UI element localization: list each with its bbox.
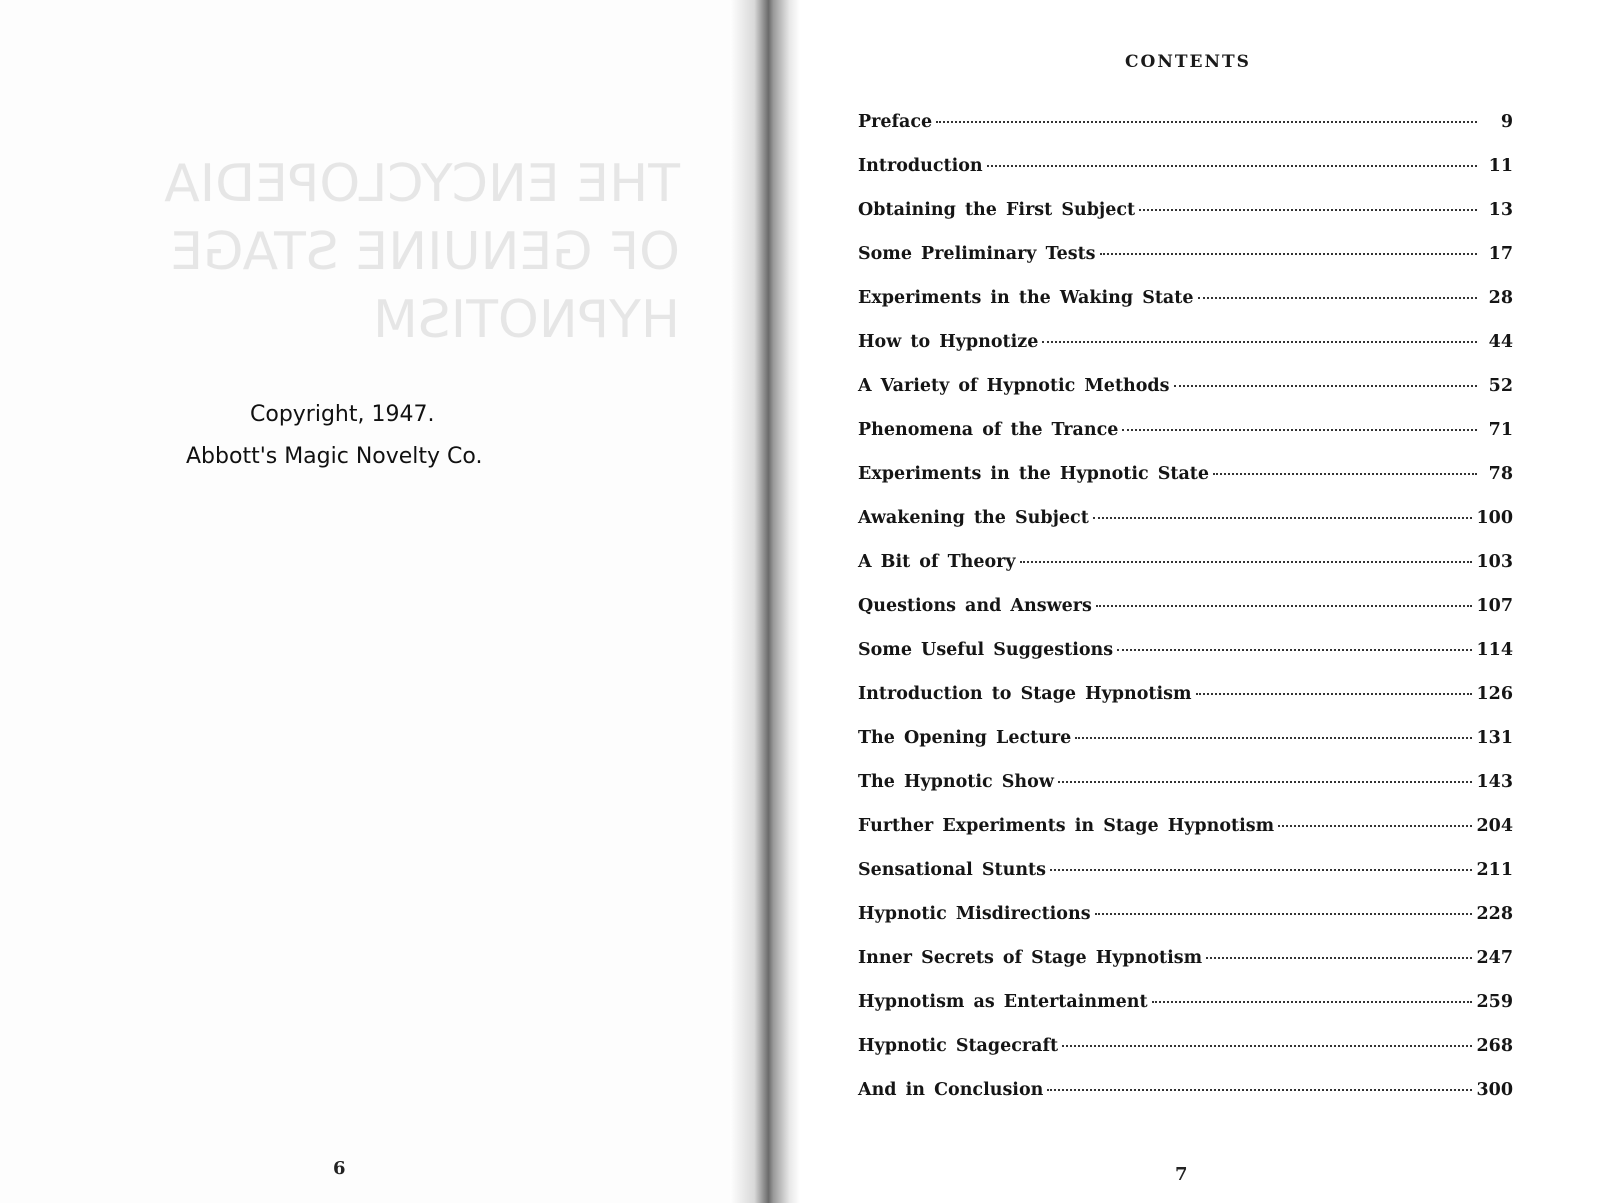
toc-entry [858,376,1513,420]
toc-entry [858,684,1513,728]
toc-entry-page: 13 [1488,200,1513,220]
toc-leader-dots [1139,209,1477,211]
toc-entry-title: Some Useful Suggestions [858,640,1114,660]
toc-entry [858,420,1513,464]
toc-entry-page: 211 [1476,860,1513,880]
toc-entry-title: A Bit of Theory [858,552,1016,572]
toc-leader-dots [1122,429,1477,431]
toc-leader-dots [987,165,1477,167]
toc-entry [858,464,1513,508]
toc-leader-dots [1050,869,1472,871]
toc-entry-title: Sensational Stunts [858,860,1046,880]
toc-leader-dots [1058,781,1473,783]
toc-entry-title: Phenomena of the Trance [858,420,1119,440]
toc-entry-page: 71 [1488,420,1513,440]
toc-entry-page: 17 [1488,244,1513,264]
toc-leader-dots [1042,341,1477,343]
toc-leader-dots [1198,297,1478,299]
toc-entry-title: Introduction to Stage Hypnotism [858,684,1192,704]
toc-entry [858,288,1513,332]
toc-entry-title: Hypnotic Stagecraft [858,1036,1059,1056]
toc-entry-page: 247 [1476,948,1513,968]
toc-entry-page: 44 [1488,332,1513,352]
toc-leader-dots [1062,1045,1472,1047]
toc-leader-dots [1213,473,1477,475]
toc-entry-title: Some Preliminary Tests [858,244,1096,264]
toc-leader-dots [1093,517,1473,519]
toc-entry-title: How to Hypnotize [858,332,1039,352]
toc-entry-title: Hypnotism as Entertainment [858,992,1148,1012]
left-page [0,0,760,1203]
toc-entry [858,992,1513,1036]
toc-entry [858,728,1513,772]
toc-leader-dots [1100,253,1477,255]
toc-leader-dots [936,121,1477,123]
toc-entry-title: Awakening the Subject [858,508,1089,528]
toc-entry [858,244,1513,288]
toc-entry-page: 126 [1476,684,1513,704]
toc-entry [858,508,1513,552]
toc-leader-dots [1206,957,1472,959]
toc-entry [858,904,1513,948]
toc-leader-dots [1196,693,1473,695]
toc-entry-page: 114 [1476,640,1513,660]
right-page-number: 7 [1175,1164,1188,1185]
toc-entry-page: 228 [1476,904,1513,924]
toc-entry-page: 103 [1476,552,1513,572]
toc-entry [858,200,1513,244]
toc-entry-title: Experiments in the Hypnotic State [858,464,1210,484]
toc-leader-dots [1174,385,1477,387]
toc-entry-title: A Variety of Hypnotic Methods [858,376,1170,396]
publisher-line: Abbott's Magic Novelty Co. [186,444,483,469]
toc-entry [858,772,1513,816]
toc-entry-title: Introduction [858,156,983,176]
toc-entry-title: Inner Secrets of Stage Hypnotism [858,948,1203,968]
toc-entry-title: And in Conclusion [858,1080,1044,1100]
toc-entry-page: 107 [1476,596,1513,616]
copyright-line: Copyright, 1947. [250,402,435,427]
toc-entry [858,1080,1513,1124]
toc-leader-dots [1075,737,1472,739]
toc-entry [858,552,1513,596]
contents-heading: CONTENTS [1125,52,1251,72]
left-page-number: 6 [333,1158,346,1179]
toc-entry-page: 78 [1488,464,1513,484]
toc-entry-page: 131 [1476,728,1513,748]
book-gutter [730,0,800,1203]
toc-entry-page: 143 [1476,772,1513,792]
toc-entry-page: 259 [1476,992,1513,1012]
toc-entry-title: The Hypnotic Show [858,772,1054,792]
toc-entry [858,816,1513,860]
toc-entry-title: Hypnotic Misdirections [858,904,1091,924]
show-through-title: THE ENCYCLOPEDIA OF GENUINE STAGE HYPNOTISM [164,154,680,350]
toc-leader-dots [1117,649,1472,651]
toc-entry-page: 300 [1476,1080,1513,1100]
toc-entry [858,860,1513,904]
toc-entry [858,948,1513,992]
table-of-contents [858,112,1513,1124]
toc-entry-page: 11 [1488,156,1513,176]
toc-entry-page: 9 [1500,112,1513,132]
toc-leader-dots [1047,1089,1472,1091]
copyright-notice [150,394,570,478]
toc-entry [858,112,1513,156]
toc-entry-title: Preface [858,112,933,132]
toc-entry-title: Further Experiments in Stage Hypnotism [858,816,1275,836]
toc-entry-page: 204 [1476,816,1513,836]
toc-entry-page: 52 [1488,376,1513,396]
toc-entry-title: The Opening Lecture [858,728,1072,748]
toc-entry-page: 268 [1476,1036,1513,1056]
toc-entry [858,640,1513,684]
toc-entry [858,1036,1513,1080]
toc-leader-dots [1095,913,1473,915]
toc-entry-page: 28 [1488,288,1513,308]
toc-leader-dots [1020,561,1473,563]
toc-leader-dots [1152,1001,1473,1003]
toc-entry-title: Experiments in the Waking State [858,288,1194,308]
toc-entry [858,156,1513,200]
toc-entry [858,596,1513,640]
toc-entry-title: Obtaining the First Subject [858,200,1136,220]
toc-leader-dots [1096,605,1473,607]
show-through-text [0,0,760,1203]
toc-entry-page: 100 [1476,508,1513,528]
toc-entry [858,332,1513,376]
toc-entry-title: Questions and Answers [858,596,1092,616]
toc-leader-dots [1278,825,1472,827]
